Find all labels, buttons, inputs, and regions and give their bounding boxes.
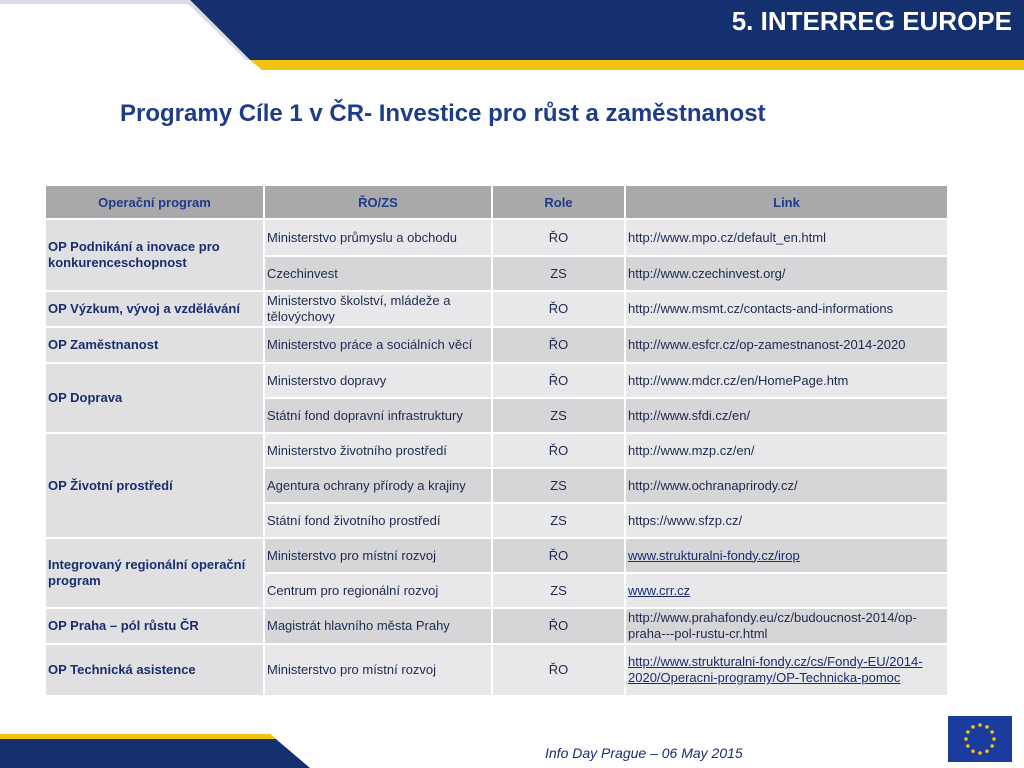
eu-star bbox=[985, 725, 989, 729]
link-text[interactable]: http://www.ochranaprirody.cz/ bbox=[625, 468, 948, 503]
footer-banner bbox=[0, 734, 320, 768]
page-number: 18 bbox=[26, 742, 40, 756]
table-row bbox=[45, 219, 948, 256]
role-value: ZS bbox=[492, 398, 625, 433]
org-name: Ministerstvo pro místní rozvoj bbox=[264, 644, 492, 696]
program-name: OP Podnikání a inovace pro konkurenceschopnost bbox=[45, 219, 264, 291]
org-name: Czechinvest bbox=[264, 256, 492, 291]
program-name: OP Výzkum, vývoj a vzdělávání bbox=[45, 291, 264, 327]
link-anchor[interactable]: www.strukturalni-fondy.cz/irop bbox=[628, 547, 800, 563]
column-header-link: Link bbox=[625, 185, 948, 219]
table-row bbox=[45, 291, 948, 327]
eu-star bbox=[985, 749, 989, 753]
table-header-row bbox=[45, 185, 948, 219]
link-cell bbox=[625, 573, 948, 608]
link-text[interactable]: http://www.mpo.cz/default_en.html bbox=[625, 219, 948, 256]
program-name: OP Zaměstnanost bbox=[45, 327, 264, 363]
role-value: ŘO bbox=[492, 291, 625, 327]
org-name: Ministerstvo životního prostředí bbox=[264, 433, 492, 468]
program-name: OP Životní prostředí bbox=[45, 433, 264, 538]
org-name: Ministerstvo dopravy bbox=[264, 363, 492, 398]
link-text[interactable]: http://www.prahafondy.eu/cz/budoucnost-2014/op-praha---pol-rustu-cr.html bbox=[625, 608, 948, 644]
link-text[interactable]: http://www.mdcr.cz/en/HomePage.htm bbox=[625, 363, 948, 398]
link-cell bbox=[625, 644, 948, 696]
org-name: Ministerstvo pro místní rozvoj bbox=[264, 538, 492, 573]
link-anchor[interactable]: www.crr.cz bbox=[628, 582, 691, 598]
link-cell bbox=[625, 538, 948, 573]
column-header-role: Role bbox=[492, 185, 625, 219]
link-anchor[interactable]: http://www.strukturalni-fondy.cz/cs/Fondy-EU/2014-2020/Operacni-programy/OP-Technicka-pomoc bbox=[628, 654, 923, 685]
org-name: Agentura ochrany přírody a krajiny bbox=[264, 468, 492, 503]
programs-table bbox=[44, 184, 949, 697]
role-value: ŘO bbox=[492, 608, 625, 644]
role-value: ZS bbox=[492, 256, 625, 291]
org-name: Státní fond dopravní infrastruktury bbox=[264, 398, 492, 433]
program-name: Integrovaný regionální operační program bbox=[45, 538, 264, 608]
table-row bbox=[45, 327, 948, 363]
role-value: ZS bbox=[492, 468, 625, 503]
table-row bbox=[45, 538, 948, 573]
eu-star bbox=[971, 725, 975, 729]
link-text[interactable]: http://www.czechinvest.org/ bbox=[625, 256, 948, 291]
eu-star bbox=[990, 730, 994, 734]
role-value: ŘO bbox=[492, 644, 625, 696]
org-name: Ministerstvo práce a sociálních věcí bbox=[264, 327, 492, 363]
table-row bbox=[45, 363, 948, 398]
org-name: Centrum pro regionální rozvoj bbox=[264, 573, 492, 608]
org-name: Magistrát hlavního města Prahy bbox=[264, 608, 492, 644]
program-name: OP Doprava bbox=[45, 363, 264, 433]
link-text[interactable]: http://www.sfdi.cz/en/ bbox=[625, 398, 948, 433]
eu-star bbox=[978, 723, 982, 727]
role-value: ŘO bbox=[492, 433, 625, 468]
footer-event-text: Info Day Prague – 06 May 2015 bbox=[545, 745, 743, 761]
link-text[interactable]: http://www.esfcr.cz/op-zamestnanost-2014-2020 bbox=[625, 327, 948, 363]
program-name: OP Technická asistence bbox=[45, 644, 264, 696]
org-name: Ministerstvo průmyslu a obchodu bbox=[264, 219, 492, 256]
eu-star bbox=[978, 751, 982, 755]
eu-star bbox=[966, 744, 970, 748]
slide-title: Programy Cíle 1 v ČR- Investice pro růst a zaměstnanost bbox=[120, 100, 766, 127]
section-title: 5. INTERREG EUROPE bbox=[731, 6, 1012, 36]
program-name: OP Praha – pól růstu ČR bbox=[45, 608, 264, 644]
eu-star bbox=[992, 737, 996, 741]
role-value: ŘO bbox=[492, 327, 625, 363]
role-value: ZS bbox=[492, 573, 625, 608]
eu-star bbox=[966, 730, 970, 734]
table-row bbox=[45, 433, 948, 468]
role-value: ŘO bbox=[492, 538, 625, 573]
role-value: ŘO bbox=[492, 363, 625, 398]
link-text[interactable]: https://www.sfzp.cz/ bbox=[625, 503, 948, 538]
org-name: Ministerstvo školství, mládeže a tělovýchovy bbox=[264, 291, 492, 327]
link-text[interactable]: http://www.mzp.cz/en/ bbox=[625, 433, 948, 468]
eu-star bbox=[990, 744, 994, 748]
link-text[interactable]: http://www.msmt.cz/contacts-and-informations bbox=[625, 291, 948, 327]
org-name: Státní fond životního prostředí bbox=[264, 503, 492, 538]
table-row bbox=[45, 608, 948, 644]
table-row bbox=[45, 644, 948, 696]
eu-star bbox=[971, 749, 975, 753]
eu-star bbox=[964, 737, 968, 741]
eu-flag-icon bbox=[948, 716, 1012, 762]
role-value: ŘO bbox=[492, 219, 625, 256]
column-header-program: Operační program bbox=[45, 185, 264, 219]
role-value: ZS bbox=[492, 503, 625, 538]
column-header-ro-zs: ŘO/ZS bbox=[264, 185, 492, 219]
